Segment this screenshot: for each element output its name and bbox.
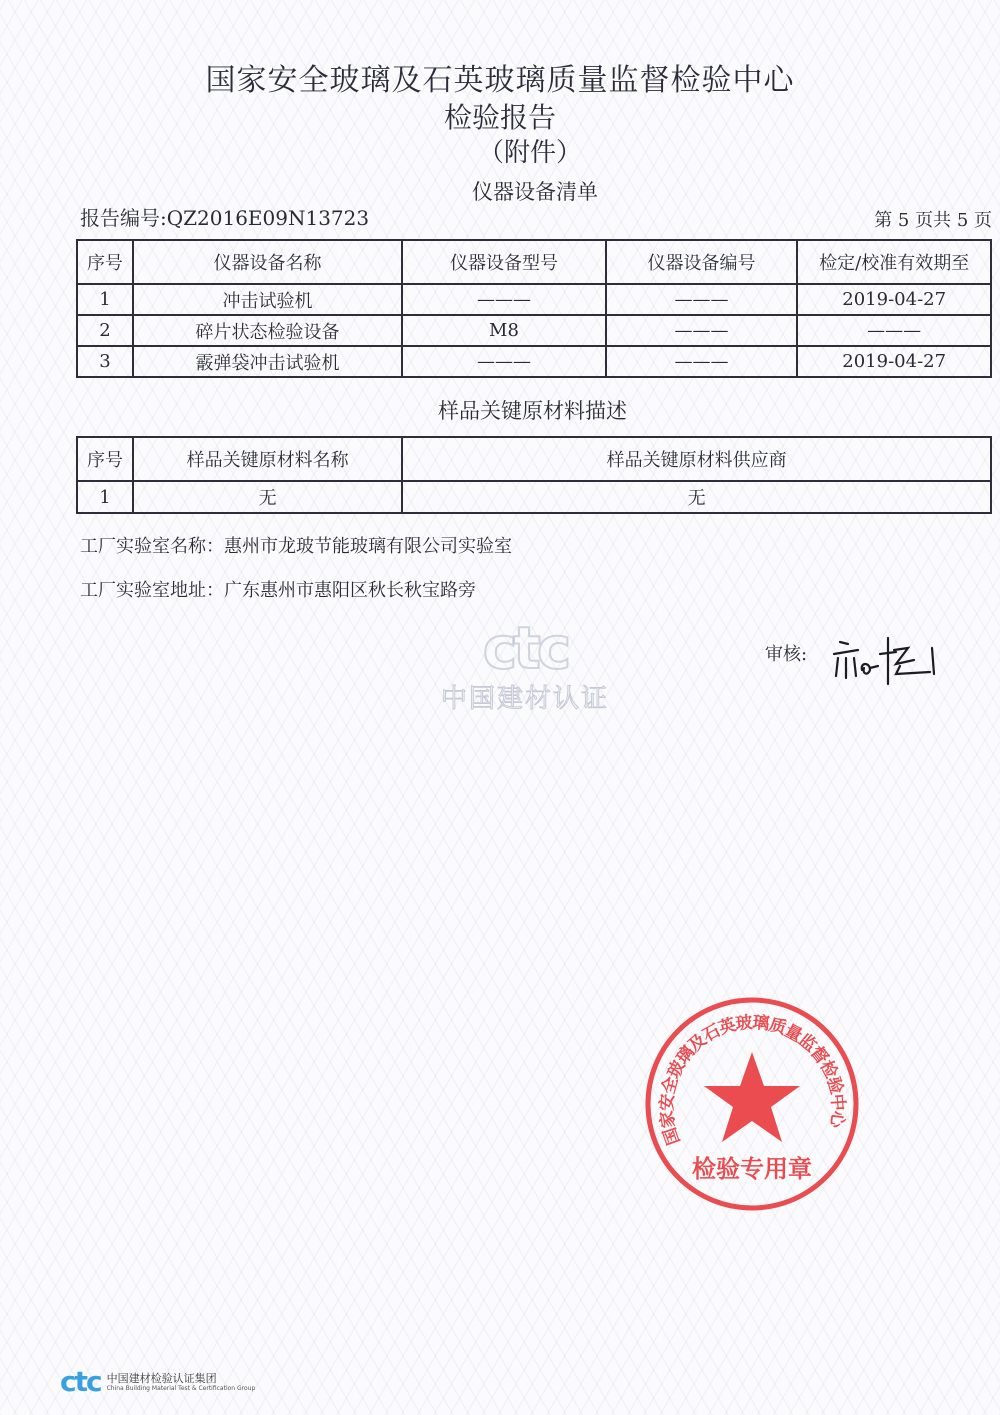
- ctc-watermark: [425, 614, 625, 715]
- table-row: [77, 284, 991, 315]
- report-title: 检验报告: [443, 101, 556, 134]
- footer-org-cn: 中国建材检验认证集团: [106, 1371, 217, 1385]
- table-cell: ———: [606, 315, 798, 346]
- table-cell: ———: [402, 284, 606, 315]
- report-number: 报告编号:QZ2016E09N13723: [80, 206, 370, 230]
- org-title: 国家安全玻璃及石英玻璃质量监督检验中心: [205, 63, 795, 98]
- header-cell: 样品关键原材料名称: [133, 437, 402, 481]
- header-cell: 仪器设备型号: [402, 240, 606, 284]
- header-cell: 仪器设备名称: [133, 240, 402, 284]
- page-info: 第 5 页共 5 页: [874, 210, 992, 231]
- table-cell: 无: [402, 481, 991, 513]
- lab-address: 工厂实验室地址：广东惠州市惠阳区秋长秋宝路旁: [80, 580, 476, 601]
- table-cell: 冲击试验机: [133, 284, 402, 315]
- ctc-logo-icon: ctc: [482, 614, 568, 682]
- table-cell: ———: [606, 284, 798, 315]
- inspection-seal-icon: [640, 992, 865, 1217]
- table-cell: 2019-04-27: [797, 284, 991, 315]
- table-cell: ———: [606, 346, 798, 377]
- seal-ring-text: 国家安全玻璃及石英玻璃质量监督检验中心: [657, 1012, 848, 1148]
- header-cell: 序号: [77, 240, 133, 284]
- table-cell: 1: [77, 481, 133, 513]
- table-cell: ———: [402, 346, 606, 377]
- header-cell: 序号: [77, 437, 133, 481]
- table-row: [77, 346, 991, 377]
- footer-org-en: China Building Material Test & Certification Group: [106, 1384, 256, 1392]
- table-cell: 碎片状态检验设备: [133, 315, 402, 346]
- table-row: [77, 481, 991, 513]
- table-cell: M8: [402, 315, 606, 346]
- watermark-text: 中国建材认证: [440, 684, 609, 714]
- table-cell: ———: [797, 315, 991, 346]
- equipment-list-title: 仪器设备清单: [472, 180, 598, 204]
- annex-label: （附件）: [477, 138, 582, 168]
- table-cell: 无: [133, 481, 402, 513]
- table-header-row: [77, 437, 991, 481]
- ctc-logo-icon: ctc: [60, 1365, 101, 1398]
- header-cell: 检定/校准有效期至: [797, 240, 991, 284]
- table-cell: 3: [77, 346, 133, 377]
- table-cell: 霰弹袋冲击试验机: [133, 346, 402, 377]
- header-cell: 仪器设备编号: [606, 240, 798, 284]
- table-header-row: [77, 240, 991, 284]
- table-row: [77, 315, 991, 346]
- table-cell: 1: [77, 284, 133, 315]
- footer: [60, 1365, 255, 1398]
- review-label: 审核:: [765, 644, 808, 665]
- table-cell: 2019-04-27: [797, 346, 991, 377]
- signature-icon: [830, 628, 945, 688]
- lab-name: 工厂实验室名称：惠州市龙玻节能玻璃有限公司实验室: [80, 536, 512, 557]
- materials-table: [76, 436, 992, 514]
- equipment-table: [76, 239, 992, 378]
- header-cell: 样品关键原材料供应商: [402, 437, 991, 481]
- materials-title: 样品关键原材料描述: [438, 399, 627, 423]
- table-cell: 2: [77, 315, 133, 346]
- seal-center-text: 检验专用章: [692, 1155, 812, 1183]
